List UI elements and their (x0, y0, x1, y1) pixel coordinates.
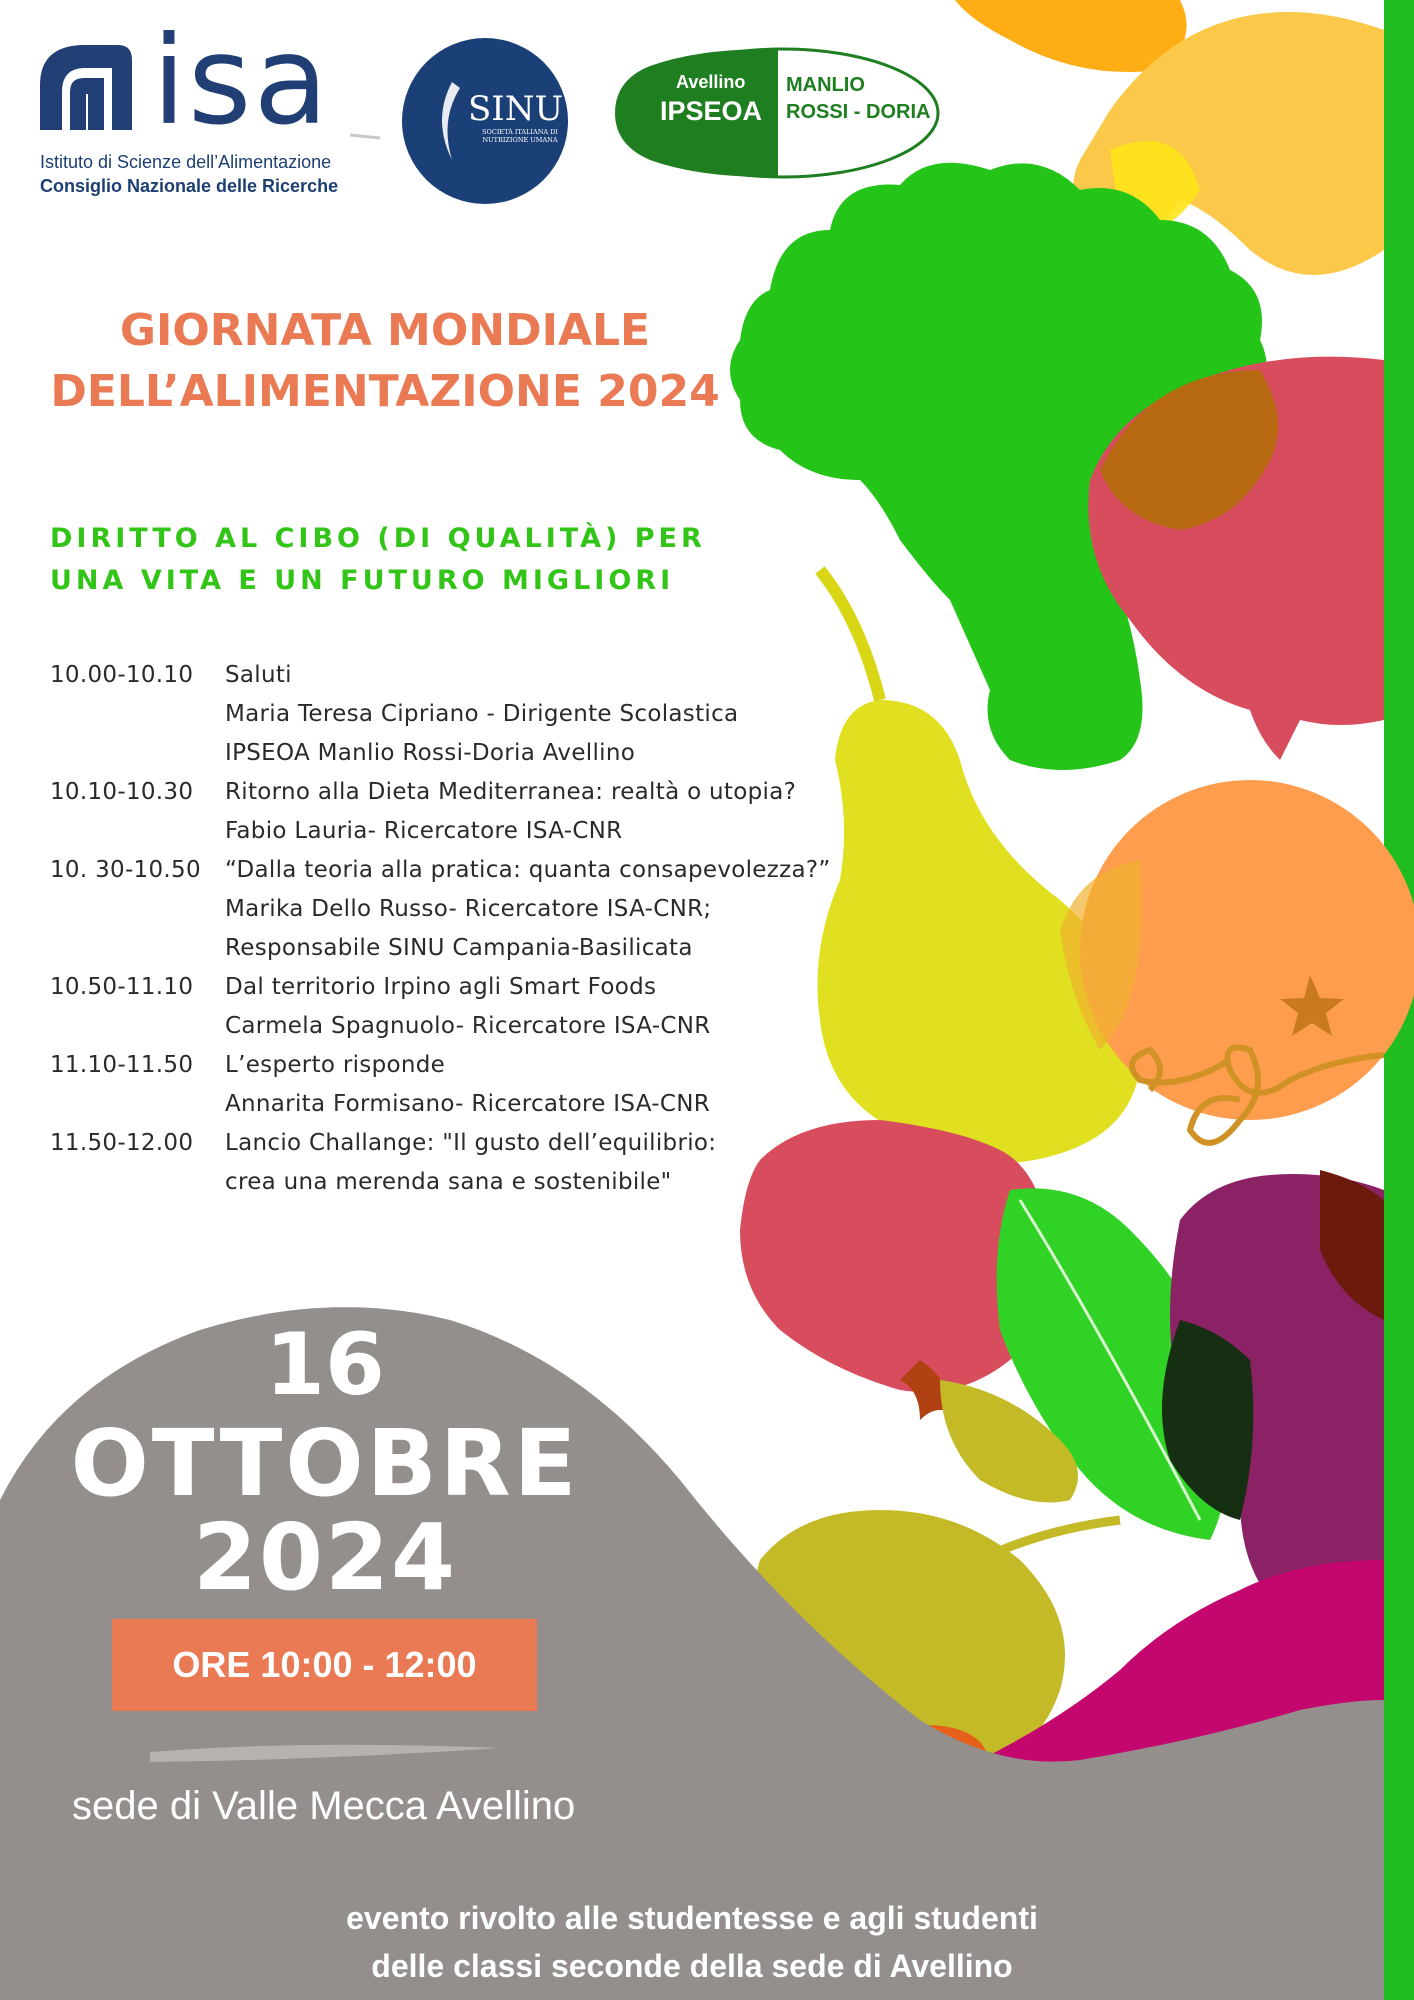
audience-line2: delle classi seconde della sede di Avellino (371, 1948, 1013, 1984)
agenda-item (50, 656, 870, 773)
ipseoa-right-line1: MANLIO (786, 74, 865, 96)
agenda-details (225, 773, 796, 851)
agenda-speaker: Fabio Lauria- Ricercatore ISA-CNR (225, 818, 623, 844)
agenda-details (225, 1124, 716, 1202)
agenda-details (225, 851, 831, 968)
agenda-item (50, 773, 870, 851)
ipseoa-right-line2: ROSSI - DORIA (786, 101, 931, 123)
agenda-time: 10.00-10.10 (50, 662, 194, 688)
theme-subtitle-line1: DIRITTO AL CIBO (DI QUALITÀ) PER (50, 523, 706, 554)
agenda-item (50, 968, 870, 1046)
event-year: 2024 (192, 1504, 458, 1611)
agenda-speaker: Carmela Spagnuolo- Ricercatore ISA-CNR (225, 1013, 711, 1039)
agenda-list (50, 656, 870, 1202)
theme-subtitle-line2: UNA VITA E UN FUTURO MIGLIORI (50, 565, 675, 596)
agenda-speaker: Marika Dello Russo- Ricercatore ISA-CNR; (225, 896, 712, 922)
agenda-speaker: IPSEOA Manlio Rossi-Doria Avellino (225, 740, 636, 766)
event-day: 16 (265, 1315, 385, 1415)
agenda-time: 11.50-12.00 (50, 1130, 194, 1156)
agenda-speaker: Maria Teresa Cipriano - Dirigente Scolastica (225, 701, 739, 727)
isa-institute-name: Istituto di Scienze dell’Alimentazione (40, 152, 332, 172)
agenda-topic: L’esperto risponde (225, 1052, 446, 1078)
agenda-time: 10. 30-10.50 (50, 857, 201, 883)
agenda-topic: “Dalla teoria alla pratica: quanta consapevolezza?” (225, 857, 831, 883)
sinu-logo-word: SINU (468, 89, 564, 129)
event-title-line2: DELL’ALIMENTAZIONE 2024 (50, 366, 720, 417)
isa-logo-word: isa (152, 10, 331, 152)
agenda-item (50, 1046, 870, 1124)
agenda-time: 11.10-11.50 (50, 1052, 194, 1078)
agenda-item (50, 1124, 870, 1202)
isa-council-name: Consiglio Nazionale delle Ricerche (40, 176, 339, 196)
agenda-details (225, 656, 738, 773)
carrot-shape (955, 0, 1187, 72)
agenda-topic: Lancio Challange: "Il gusto dell’equilibrio: (225, 1130, 717, 1156)
audience-line1: evento rivolto alle studentesse e agli studenti (346, 1900, 1038, 1936)
agenda-speaker: Responsabile SINU Campania-Basilicata (225, 935, 693, 961)
event-hours-text: ORE 10:00 - 12:00 (172, 1644, 477, 1685)
agenda-details (225, 1046, 710, 1124)
sinu-logo-subtitle: SOCIETÀ ITALIANA DI NUTRIZIONE UMANA (482, 128, 558, 144)
event-hours-badge (112, 1619, 537, 1711)
agenda-topic: Saluti (225, 662, 292, 688)
ipseoa-name: IPSEOA (660, 96, 763, 126)
event-title-line1: GIORNATA MONDIALE (119, 305, 651, 356)
agenda-speaker: crea una merenda sana e sostenibile" (225, 1169, 672, 1195)
agenda-time: 10.50-11.10 (50, 974, 194, 1000)
agenda-details (225, 968, 711, 1046)
agenda-topic: Dal territorio Irpino agli Smart Foods (225, 974, 657, 1000)
ipseoa-city: Avellino (676, 72, 746, 92)
agenda-topic: Ritorno alla Dieta Mediterranea: realtà o utopia? (225, 779, 797, 805)
agenda-speaker: Annarita Formisano- Ricercatore ISA-CNR (225, 1091, 710, 1117)
agenda-item (50, 851, 870, 968)
event-venue: sede di Valle Mecca Avellino (72, 1784, 576, 1828)
event-month: OTTOBRE (70, 1410, 580, 1517)
agenda-time: 10.10-10.30 (50, 779, 194, 805)
